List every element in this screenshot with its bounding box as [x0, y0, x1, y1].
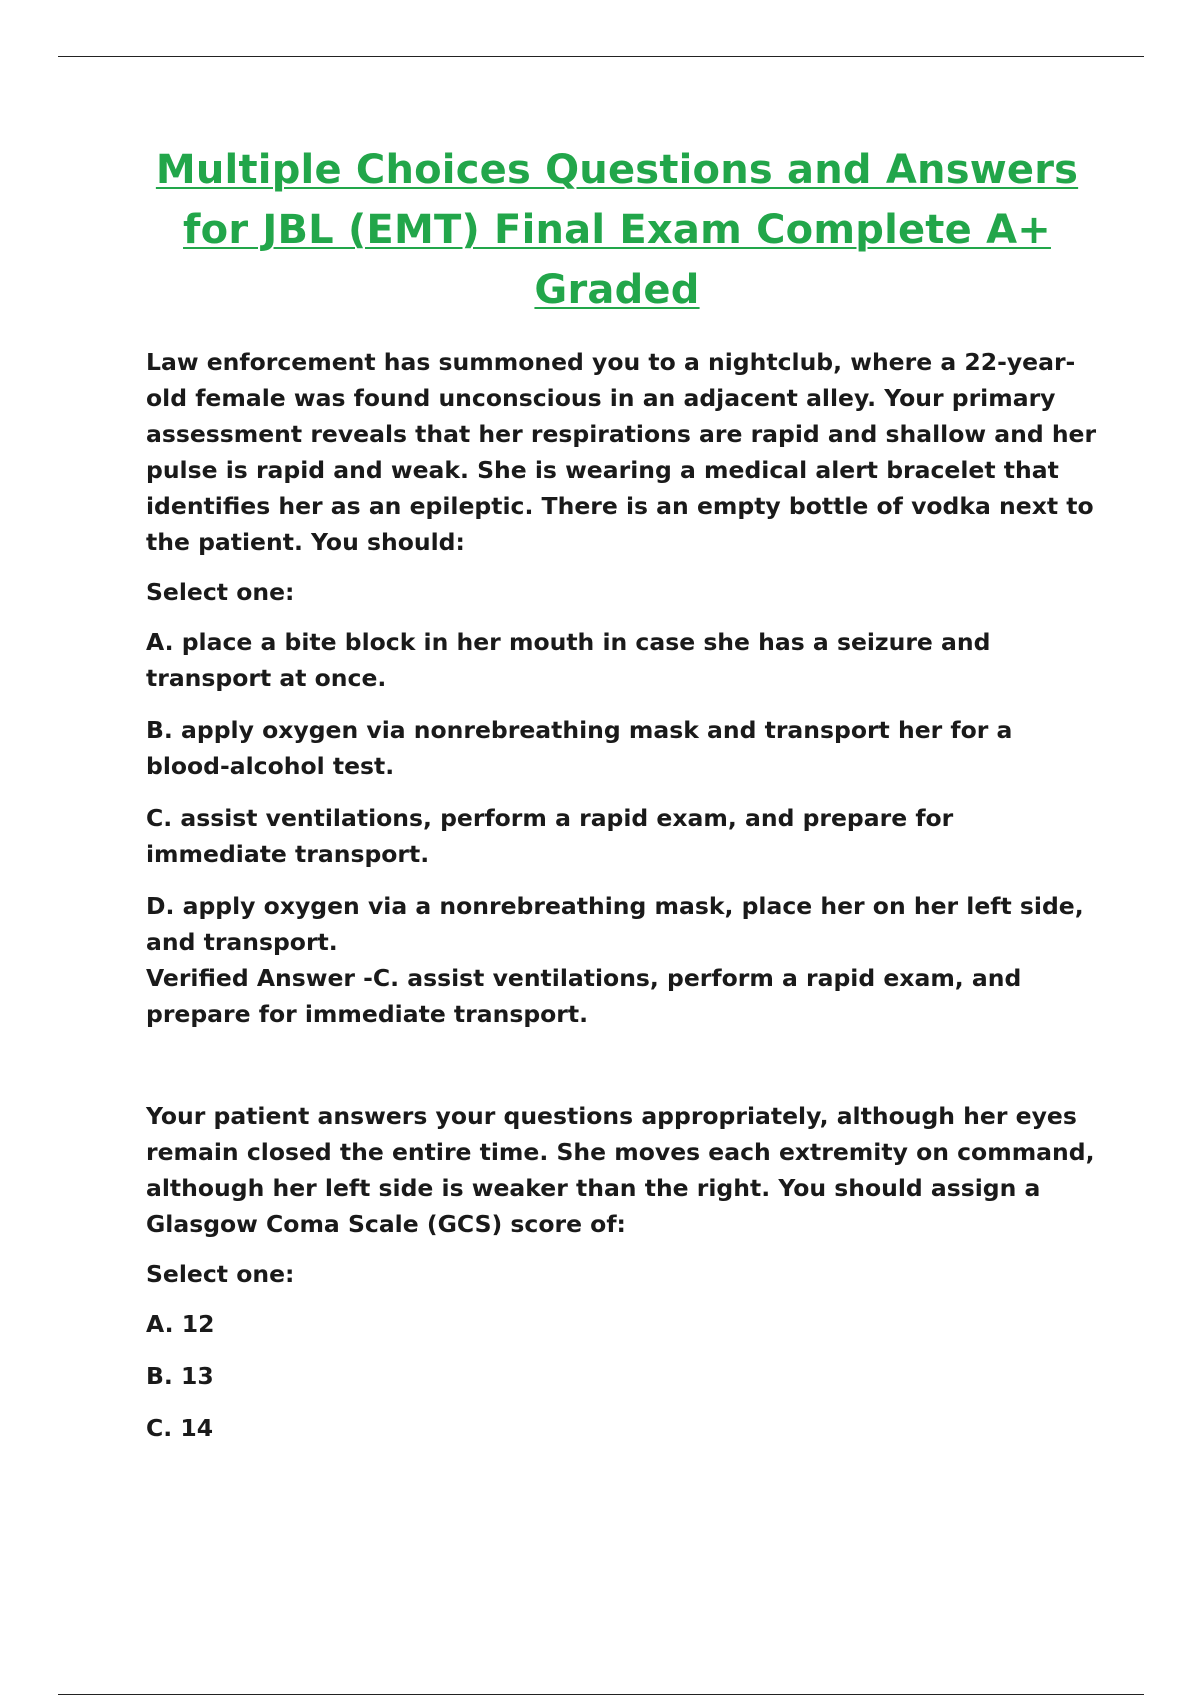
verified-answer: Verified Answer -C. assist ventilations, perform a rapid exam, and prepare for immediate transport.: [146, 964, 1022, 1028]
question-2: [146, 1098, 1098, 1446]
select-one-label: Select one:: [146, 578, 295, 606]
question-1: [146, 344, 1098, 1032]
document-title: Multiple Choices Questions and Answers for JBL (EMT) Final Exam Complete A+ Graded: [155, 147, 1079, 313]
question-spacer: [146, 1032, 1098, 1098]
document-body: [146, 344, 1098, 1462]
question-stem: Law enforcement has summoned you to a nightclub, where a 22-year-old female was found unconscious in an adjacent alley. Your primary assessment reveals that her respirations are rapid and shallow and her pulse is rapid and weak. She is wearing a medical alert bracelet that identifies her as an epileptic. There is an empty bottle of vodka next to the patient. You should:: [146, 348, 1097, 556]
answer-option-b: B. 13: [146, 1362, 214, 1390]
answer-option-b: B. apply oxygen via nonrebreathing mask and transport her for a blood-alcohol test.: [146, 716, 1013, 780]
answer-option-a: A. 12: [146, 1310, 215, 1338]
answer-option-c: C. assist ventilations, perform a rapid exam, and prepare for immediate transport.: [146, 804, 954, 868]
select-one-label: Select one:: [146, 1260, 295, 1288]
question-stem: Your patient answers your questions appropriately, although her eyes remain closed the entire time. She moves each extremity on command, although her left side is weaker than the right. You should assign a Glasgow Coma Scale (GCS) score of:: [146, 1102, 1095, 1238]
answer-option-c: C. 14: [146, 1414, 214, 1442]
footer-rule: [58, 1694, 1144, 1695]
answer-option-a: A. place a bite block in her mouth in case she has a seizure and transport at once.: [146, 628, 991, 692]
answer-option-d: D. apply oxygen via a nonrebreathing mask, place her on her left side, and transport.: [146, 892, 1084, 956]
header-rule: [58, 56, 1144, 57]
